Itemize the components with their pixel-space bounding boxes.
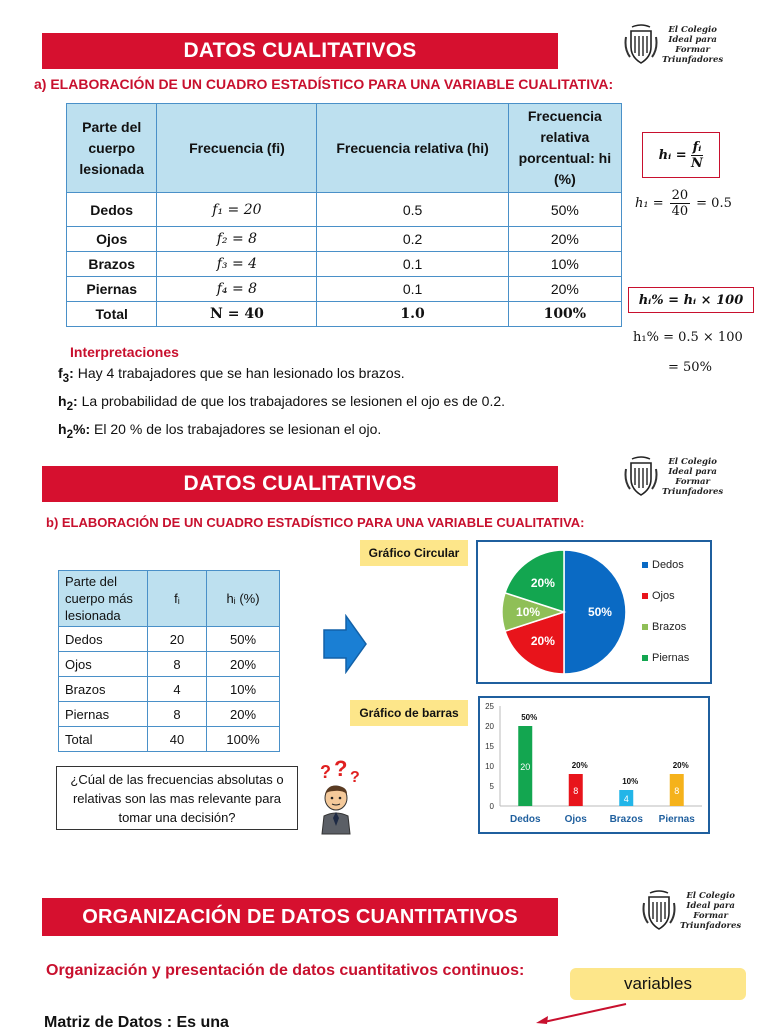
table-row: Piernas 8 20% <box>59 702 280 727</box>
table-row: Brazos f₃ = 4 0.1 10% <box>67 252 622 277</box>
section2-subtitle: b) ELABORACIÓN DE UN CUADRO ESTADÍSTICO PARA UNA VARIABLE CUALITATIVA: <box>46 515 585 530</box>
bar-chart <box>480 698 708 832</box>
section3-banner: ORGANIZACIÓN DE DATOS CUANTITATIVOS <box>42 898 558 936</box>
variables-callout: variables <box>570 968 746 1000</box>
legend-swatch <box>642 593 648 599</box>
col-fi: fᵢ <box>148 571 207 627</box>
table-total-row: Total N = 40 1.0 100% <box>67 302 622 327</box>
legend-label: Brazos <box>652 621 687 633</box>
school-logo <box>622 452 732 502</box>
school-crest-icon <box>622 455 660 499</box>
pie-data-label: 10% <box>516 605 541 619</box>
callout-arrow-icon <box>530 1000 630 1024</box>
col-part: Parte del cuerpo más lesionada <box>59 571 148 627</box>
bar-percent-label: 10% <box>622 777 639 786</box>
bar-percent-label: 20% <box>571 761 588 770</box>
table-row: Dedos f₁ = 20 0.5 50% <box>67 193 622 227</box>
section3-subtitle: Organización y presentación de datos cuantitativos continuos: <box>46 962 525 979</box>
thinking-person-icon <box>316 760 364 836</box>
school-logo <box>640 886 750 936</box>
x-tick-label: Dedos <box>509 814 541 825</box>
col-hi-pct: hᵢ (%) <box>207 571 280 627</box>
col-hi-pct: Frecuencia relativa porcentual: hi (%) <box>508 104 621 193</box>
formula-hi-box: hᵢ = $\frac{\text{fᵢ}}{N}$ <box>642 132 720 178</box>
pie-data-label: 50% <box>587 605 612 619</box>
y-tick-label: 15 <box>485 742 494 751</box>
y-tick-label: 10 <box>485 762 494 771</box>
table-row: Dedos 20 50% <box>59 627 280 652</box>
interpretation-item: $h_2\%$: El 20 % de los trabajadores se lesionan el ojo. <box>58 420 382 441</box>
bar-value-label: 4 <box>623 794 629 804</box>
legend-label: Dedos <box>652 559 684 571</box>
pie-chart <box>478 542 710 682</box>
formula-h1-pct-line2: = 50% <box>668 360 712 375</box>
arrow-right-icon <box>322 614 368 674</box>
pie-data-label: 20% <box>530 634 555 649</box>
col-fi: Frecuencia (fi) <box>157 104 317 193</box>
formula-hi-pct-box: hᵢ% = hᵢ × 100 <box>628 287 754 313</box>
logo-text: El Colegio Ideal para Formar Triunfadores <box>662 457 724 497</box>
school-crest-icon <box>640 889 678 933</box>
frequency-table-a <box>66 103 622 327</box>
bar-value-label: 20 <box>520 762 531 772</box>
pie-data-label: 20% <box>530 575 555 590</box>
y-tick-label: 0 <box>489 802 494 811</box>
table-total-row: Total 40 100% <box>59 727 280 752</box>
bar-chart-label: Gráfico de barras <box>350 700 468 726</box>
legend-label: Piernas <box>652 652 690 664</box>
section2-banner: DATOS CUALITATIVOS <box>42 466 558 502</box>
table-row: Ojos f₂ = 8 0.2 20% <box>67 227 622 252</box>
table-row: Brazos 4 10% <box>59 677 280 702</box>
table-row: Ojos 8 20% <box>59 652 280 677</box>
legend-swatch <box>642 655 648 661</box>
question-box: ¿Cúal de las frecuencias absolutas o relativas son las mas relevante para tomar una decisión? <box>56 766 298 830</box>
bar-value-label: 8 <box>674 786 680 796</box>
school-crest-icon <box>622 23 660 67</box>
section1-subtitle: a) ELABORACIÓN DE UN CUADRO ESTADÍSTICO PARA UNA VARIABLE CUALITATIVA: <box>34 76 614 92</box>
matrix-text: Matriz de Datos : Es una <box>44 1014 229 1031</box>
y-tick-label: 25 <box>485 702 494 711</box>
col-hi: Frecuencia relativa (hi) <box>317 104 508 193</box>
bar-percent-label: 50% <box>521 713 538 722</box>
bar-chart-box <box>478 696 710 834</box>
pie-chart-label: Gráfico Circular <box>360 540 468 566</box>
x-tick-label: Ojos <box>564 814 587 825</box>
y-tick-label: 5 <box>489 782 494 791</box>
logo-text: El Colegio Ideal para Formar Triunfadores <box>662 25 724 65</box>
svg-text:?: ? <box>320 762 331 782</box>
legend-swatch <box>642 624 648 630</box>
svg-text:?: ? <box>334 760 348 781</box>
frequency-table-b <box>58 570 280 752</box>
formula-h1-pct-line1: h₁% = 0.5 × 100 <box>633 330 743 345</box>
x-tick-label: Piernas <box>658 814 695 825</box>
col-part: Parte del cuerpo lesionada <box>67 104 157 193</box>
formula-h1-example: h₁ = $\frac{20}{40}$ = 0.5 <box>635 188 732 219</box>
table-row: Piernas f₄ = 8 0.1 20% <box>67 277 622 302</box>
school-logo <box>622 20 732 70</box>
y-tick-label: 20 <box>485 722 494 731</box>
logo-text: El Colegio Ideal para Formar Triunfadores <box>680 891 742 931</box>
interpretation-item: $h_2$: La probabilidad de que los trabajadores se lesionen el ojo es de 0.2. <box>58 392 506 413</box>
svg-text:?: ? <box>350 769 360 786</box>
legend-label: Ojos <box>652 590 675 602</box>
interpretations-title: Interpretaciones <box>70 344 179 360</box>
pie-chart-box <box>476 540 712 684</box>
section1-banner: DATOS CUALITATIVOS <box>42 33 558 69</box>
x-tick-label: Brazos <box>609 814 643 825</box>
bar-value-label: 8 <box>573 786 579 796</box>
legend-swatch <box>642 562 648 568</box>
interpretations <box>58 342 598 445</box>
interpretation-item: $f_3$: Hay 4 trabajadores que se han lesionado los brazos. <box>58 365 405 385</box>
bar-percent-label: 20% <box>672 761 689 770</box>
